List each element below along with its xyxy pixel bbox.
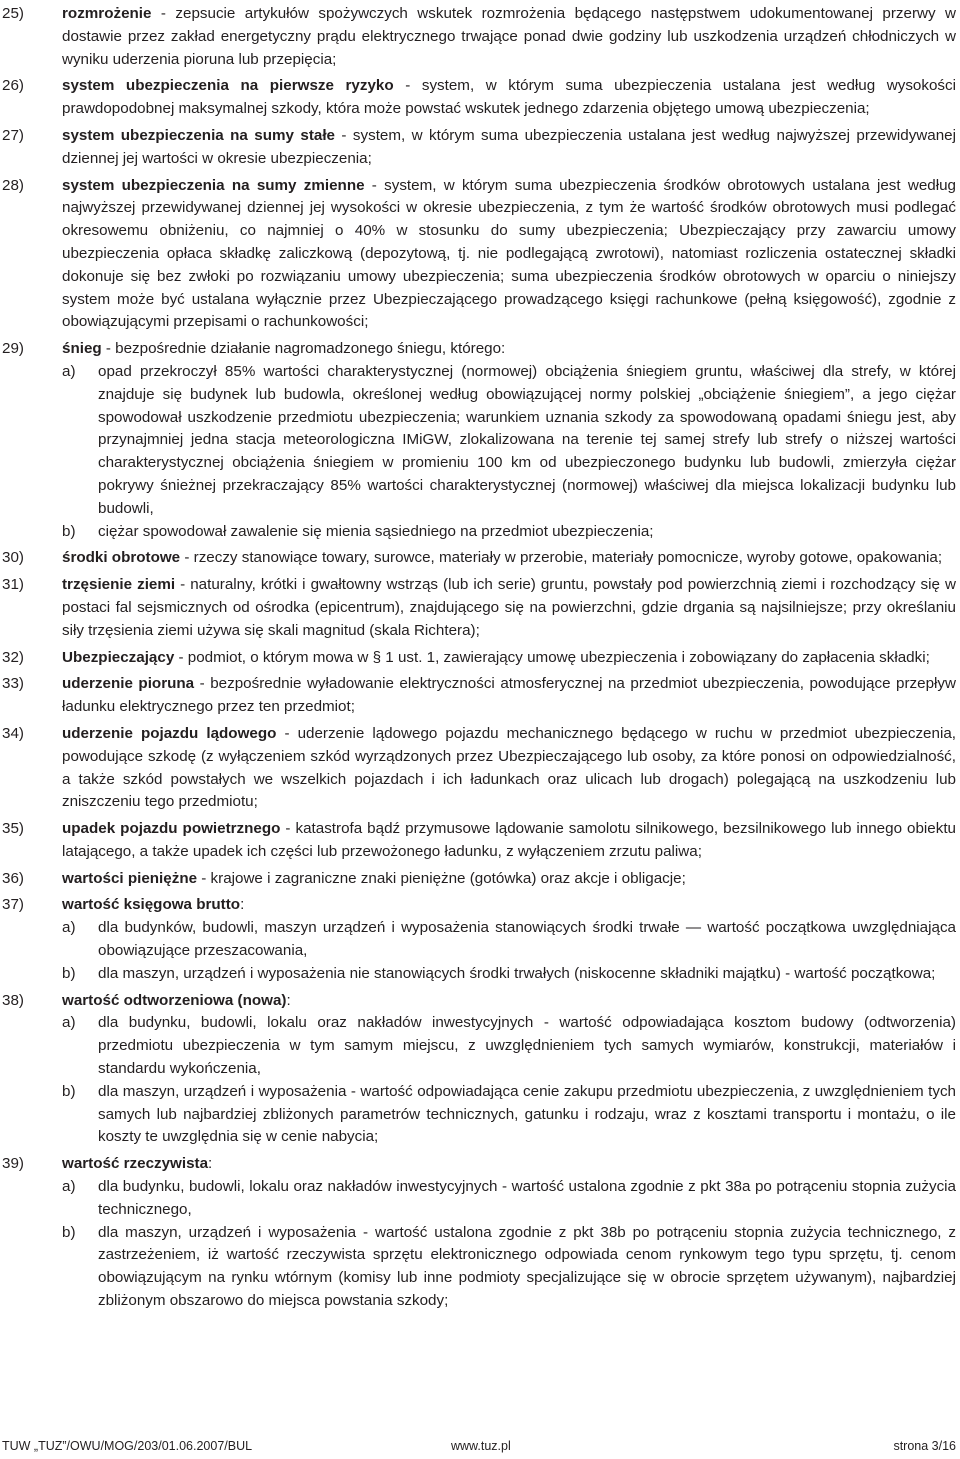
definition-item [0, 547, 960, 570]
definition-item [0, 3, 960, 71]
defined-term: uderzenie pioruna [62, 675, 195, 693]
definition-item [0, 75, 960, 121]
definition-text: : [208, 1155, 213, 1173]
sub-item [62, 361, 956, 521]
defined-term: wartość odtworzeniowa (nowa) [62, 991, 287, 1009]
definition-paragraph [62, 647, 956, 670]
sub-item-label: b) [62, 522, 76, 540]
sub-item-text: dla budynku, budowli, lokalu oraz nakładów inwestycyjnych - wartość ustalona zgodnie z pkt 38a po potrąceniu stopnia zużycia technicznego, [98, 1178, 956, 1218]
footer-document-id: TUW „TUZ”/OWU/MOG/203/01.06.2007/BUL [2, 1439, 253, 1453]
sub-item-label: a) [62, 919, 76, 937]
definition-text: - zepsucie artykułów spożywczych wskutek rozmrożenia będącego następstwem udokumentowanej przerwy w dostawie przez zakład energetyczny prądu elektrycznego trwające ponad dwie godziny lub uszkodzenia urządzeń chłodniczych w wyniku uderzenia pioruna lub przepięcia; [62, 5, 956, 68]
definition-text: : [240, 896, 245, 914]
defined-term: system ubezpieczenia na sumy stałe [62, 126, 336, 144]
definition-paragraph [62, 818, 956, 864]
definition-paragraph [62, 338, 956, 361]
sub-item-text: dla maszyn, urządzeń i wyposażenia nie stanowiących środki trwałych (niskocenne składniki majątku) - wartość początkowa; [98, 964, 936, 982]
document-body [0, 3, 960, 1317]
item-number: 38) [2, 991, 24, 1009]
sub-item-text: ciężar spowodował zawalenie się mienia sąsiedniego na przedmiot ubezpieczenia; [98, 522, 654, 540]
sub-item-label: a) [62, 362, 76, 380]
definition-text: - uderzenie lądowego pojazdu mechanicznego będącego w ruchu w przedmiot ubezpieczenia, powodujące szkodę (z wyłączeniem szkód wyrządzonych przez Ubezpieczającego lub osoby, za które ponosi on odpowiedzialność, a także szkód powstałych we wszelkich pojazdach i ich ładunkach oraz ulicach lub drogach) polegającą na uszkodzeniu lub zniszczeniu tego przedmiotu; [62, 724, 956, 811]
definition-paragraph [62, 3, 956, 71]
definition-paragraph [62, 894, 956, 917]
item-body [62, 3, 956, 71]
sub-item-text: dla budynków, budowli, maszyn urządzeń i wyposażenia stanowiących środki trwałe — wartość początkowa uwzględniająca obowiązujące przeszacowania, [98, 919, 956, 960]
definition-paragraph [62, 75, 956, 121]
item-number: 36) [2, 869, 24, 887]
definition-item [0, 338, 960, 543]
item-number: 32) [2, 648, 24, 666]
definition-paragraph [62, 547, 956, 570]
sub-item-label: b) [62, 1223, 76, 1241]
definition-item [0, 125, 960, 171]
item-body [62, 574, 956, 642]
defined-term: trzęsienie ziemi [62, 576, 176, 594]
definition-text: - naturalny, krótki i gwałtowny wstrząs (lub ich serie) gruntu, powstały pod powierzchnią ziemi i rozchodzący się w postaci fal sejsmicznych od ośrodka (epicentrum), znajdującego się na powierzchni, gdzie drgania są najsilniejsze; przy określaniu siły trzęsienia ziemi używa się skali magnitud (skala Richtera); [62, 576, 956, 639]
sub-item-text: dla maszyn, urządzeń i wyposażenia - wartość odpowiadająca cenie zakupu przedmiotu ubezpieczenia, z uwzględnieniem tych samych lub najbardziej zbliżonych parametrów technicznych, gatunku i rodzaju, wraz z kosztami transportu i montażu, o ile koszty te uwzględnia się w cenie nabycia; [98, 1082, 956, 1146]
item-number: 26) [2, 77, 24, 95]
defined-term: uderzenie pojazdu lądowego [62, 724, 277, 742]
item-body [62, 125, 956, 171]
sub-item-text: opad przekroczył 85% wartości charakterystycznej (normowej) obciążenia śniegiem gruntu, właściwej dla strefy, w której znajduje się budynek lub budowla, określonej według obowiązującej normy polskiej „obciążenie śniegiem”, a jego ciężar spowodował uszkodzenie przedmiotu ubezpieczenia; warunkiem uznania szkody za spowodowaną opadami śniegu jest, aby przynajmniej jedna stacja meteorologiczna IMiGW, zlokalizowana na terenie tej samej strefy lub strefy o niższej wartości charakterystycznej obciążenia śniegiem w promieniu 100 km od ubezpieczonego budynku lub budowli, zmierzyła ciężar pokrywy śnieżnej przekraczający 85% wartości charakterystycznej (normowej) właściwej dla miejsca lokalizacji budynku lub budowli, [98, 362, 956, 517]
definition-text: - system, w którym suma ubezpieczenia środków obrotowych ustalana jest według najwyższej przewidywanej dziennej jej wysokości w okresie ubezpieczenia, z tym że wartość środków obrotowych musi podlegać okresowemu obniżeniu, co najmniej o 40% w stosunku do sumy ubezpieczenia; Ubezpieczający przy zawarciu umowy ubezpieczenia opłaca składkę zaliczkową (depozytową, tj. nie podlegającą zwrotowi), natomiast rozliczenia ostatecznej składki dokonuje się bez zwłoki po rozwiązaniu umowy ubezpieczenia; suma ubezpieczenia środków obrotowych w oparciu o niniejszy system może być ustalana wyłącznie przez Ubezpieczającego prowadzącego księgi rachunkowe (pełną księgowość), zgodnie z obowiązującymi przepisami o rachunkowości; [62, 176, 957, 331]
definition-text: - katastrofa bądź przymusowe lądowanie samolotu silnikowego, bezsilnikowego lub innego obiektu latającego, a także upadek ich części lub przewożonego ładunku, z wyłączeniem zrzutu paliwa; [62, 820, 956, 860]
definition-text: - system, w którym suma ubezpieczenia ustalana jest według najwyższej przewidywanej dziennej jej wartości w okresie ubezpieczenia; [62, 126, 956, 167]
sub-item-label: b) [62, 964, 76, 982]
definition-item [0, 574, 960, 642]
item-body [62, 868, 956, 891]
definition-item [0, 673, 960, 719]
definition-text: - system, w którym suma ubezpieczenia ustalana jest według wysokości prawdopodobnej maksymalnej szkody, która może powstać wskutek jednego zdarzenia objętego umową ubezpieczenia; [62, 77, 956, 118]
definition-paragraph [62, 1153, 956, 1176]
item-number: 27) [2, 126, 24, 144]
item-body [62, 547, 956, 570]
definition-item [0, 1153, 960, 1313]
item-body [62, 673, 956, 719]
definition-paragraph [62, 574, 956, 642]
definition-text: - bezpośrednie działanie nagromadzonego śniegu, którego: [101, 340, 506, 358]
sub-item-text: dla budynku, budowli, lokalu oraz nakładów inwestycyjnych - wartość odpowiadająca kosztom budowy (odtworzenia) przedmiotu ubezpieczenia w tym samym miejscu, z uwzględnieniem tych samych wymiarów, konstrukcji, materiałów i standardu wykończenia, [98, 1014, 956, 1078]
item-number: 31) [2, 576, 24, 594]
sub-item-label: a) [62, 1014, 76, 1032]
defined-term: system ubezpieczenia na sumy zmienne [62, 176, 365, 194]
definition-text: : [286, 991, 291, 1009]
definition-paragraph [62, 723, 956, 814]
definition-item [0, 868, 960, 891]
definition-paragraph [62, 125, 956, 171]
defined-term: śnieg [62, 340, 102, 358]
item-number: 33) [2, 675, 24, 693]
sub-item [62, 521, 956, 544]
item-number: 29) [2, 340, 24, 358]
defined-term: upadek pojazdu powietrznego [62, 820, 281, 838]
item-body [62, 338, 956, 543]
defined-term: wartość księgowa brutto [62, 896, 241, 914]
item-body [62, 75, 956, 121]
item-body [62, 990, 956, 1150]
definition-paragraph [62, 175, 956, 335]
definition-text: - bezpośrednie wyładowanie elektryczności atmosferycznej na przedmiot ubezpieczenia, powodujące przepływ ładunku elektrycznego przez ten przedmiot; [62, 675, 956, 716]
definition-item [0, 175, 960, 335]
defined-term: wartości pieniężne [62, 869, 198, 887]
sub-item [62, 963, 956, 986]
defined-term: rozmrożenie [62, 5, 152, 22]
sub-item [62, 917, 956, 963]
sub-item [62, 1081, 956, 1149]
item-body [62, 723, 956, 814]
definition-paragraph [62, 868, 956, 891]
item-body [62, 894, 956, 985]
definition-item [0, 990, 960, 1150]
definition-text: - krajowe i zagraniczne znaki pieniężne (gotówka) oraz akcje i obligacje; [197, 869, 686, 887]
sub-item-label: a) [62, 1178, 76, 1196]
sub-item-text: dla maszyn, urządzeń i wyposażenia - wartość ustalona zgodnie z pkt 38b po potrąceniu stopnia zużycia technicznego, z zastrzeżeniem, iż wartość rzeczywista sprzętu elektronicznego odpowiada cenom rynkowym tego typu sprzętu, tj. cenom obowiązującym na rynku wtórnym (komisy lub inne podmioty specjalizujące się w obrocie sprzętem używanym), najbardziej zbliżonym obszarowo do miejsca powstania szkody; [98, 1223, 956, 1310]
definition-paragraph [62, 673, 956, 719]
definition-item [0, 723, 960, 814]
item-body [62, 818, 956, 864]
item-number: 37) [2, 896, 24, 914]
footer-page-number: strona 3/16 [893, 1439, 956, 1453]
definition-text: - podmiot, o którym mowa w § 1 ust. 1, zawierający umowę ubezpieczenia i zobowiązany do zapłacenia składki; [174, 648, 930, 666]
item-number: 39) [2, 1155, 24, 1173]
page-footer [0, 1438, 960, 1454]
footer-website-link[interactable]: www.tuz.pl [451, 1439, 511, 1453]
sub-item [62, 1012, 956, 1080]
item-number: 28) [2, 176, 24, 194]
sub-item [62, 1176, 956, 1222]
definition-paragraph [62, 990, 956, 1013]
defined-term: system ubezpieczenia na pierwsze ryzyko [62, 77, 394, 95]
item-number: 25) [2, 5, 24, 22]
item-number: 35) [2, 820, 24, 838]
sub-item [62, 1222, 956, 1313]
definition-item [0, 647, 960, 670]
defined-term: środki obrotowe [62, 549, 181, 567]
item-body [62, 647, 956, 670]
item-body [62, 1153, 956, 1313]
item-number: 34) [2, 724, 24, 742]
item-number: 30) [2, 549, 24, 567]
sub-item-label: b) [62, 1082, 76, 1100]
definition-text: - rzeczy stanowiące towary, surowce, materiały w przerobie, materiały pomocnicze, wyroby gotowe, opakowania; [180, 549, 943, 567]
defined-term: wartość rzeczywista [62, 1155, 209, 1173]
defined-term: Ubezpieczający [62, 648, 175, 666]
item-body [62, 175, 956, 335]
definition-item [0, 818, 960, 864]
definition-item [0, 894, 960, 985]
